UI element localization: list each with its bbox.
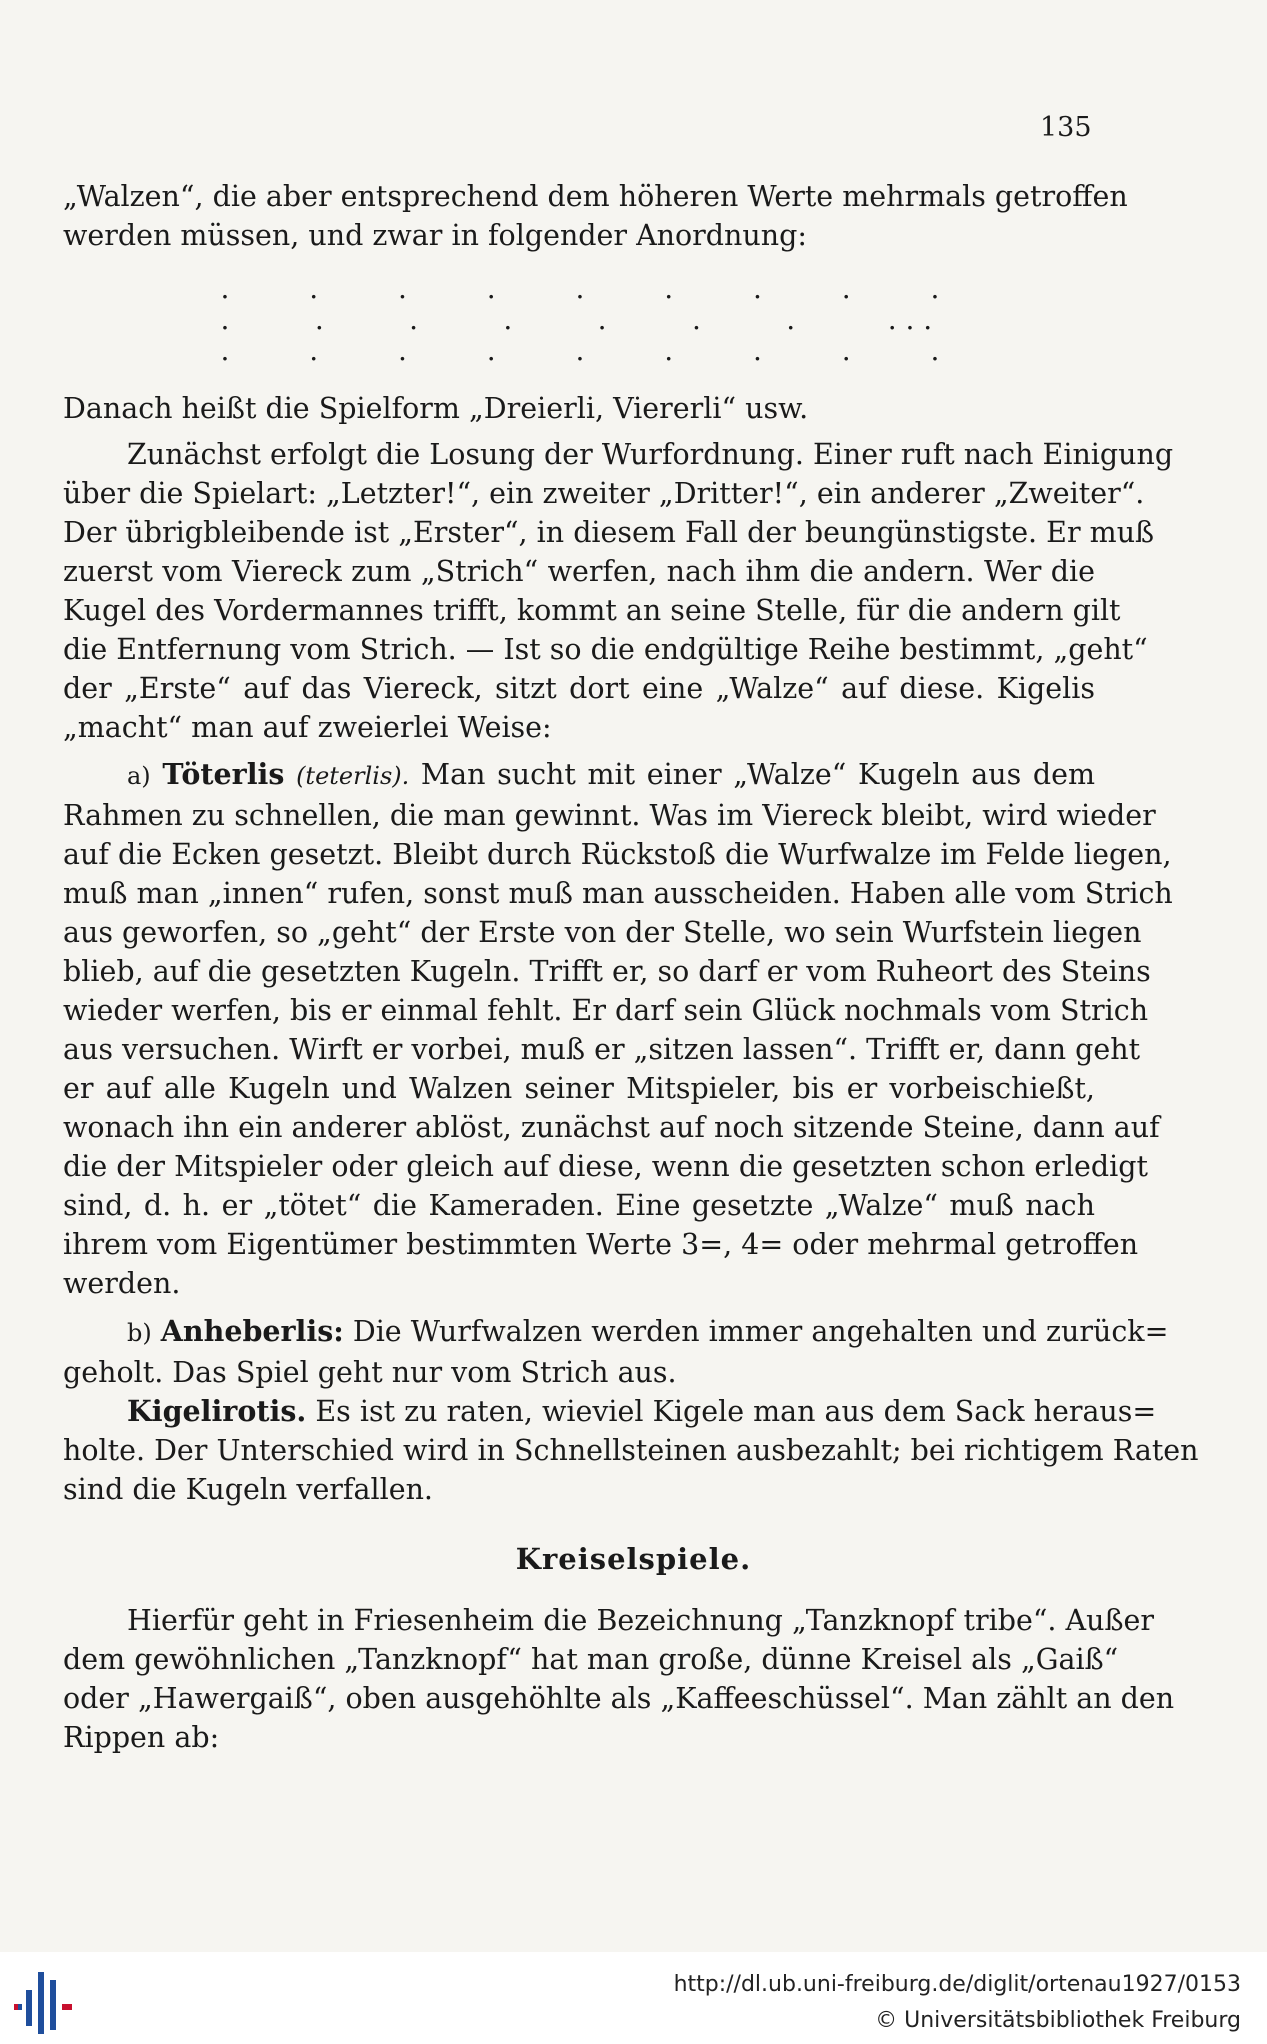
dot: .: [220, 272, 230, 305]
dot: .: [691, 303, 701, 336]
text-line: aus geworfen, so „geht“ der Erste von der Stelle, wo sein Wurfstein liegen: [63, 916, 1142, 949]
text-line: sind, d. h. er „tötet“ die Kameraden. Eine gesetzte „Walze“ muß nach: [63, 1189, 1095, 1222]
dot: .: [841, 334, 851, 367]
footer-url[interactable]: http://dl.ub.uni-freiburg.de/diglit/ortenau1927/0153: [673, 1972, 1241, 1997]
term: Anheberlis:: [160, 1314, 344, 1348]
term: Kigelirotis.: [127, 1394, 307, 1428]
text-line: holte. Der Unterschied wird in Schnellsteinen ausbezahlt; bei richtigem Raten: [63, 1434, 1199, 1467]
library-logo-icon: [10, 1960, 80, 2036]
text-line: die Entfernung vom Strich. — Ist so die endgültige Reihe bestimmt, „geht“: [63, 633, 1148, 666]
dot: .: [309, 334, 319, 367]
dot: .: [314, 303, 324, 336]
footer-bar: [0, 1952, 1267, 2044]
intro-paragraph: [63, 177, 1128, 255]
text-line: sind die Kugeln verfallen.: [63, 1473, 433, 1506]
text-line: Hierfür geht in Friesenheim die Bezeichnung „Tanzknopf tribe“. Außer: [127, 1604, 1154, 1637]
text-line: [63, 1312, 1169, 1353]
dot: .: [753, 272, 762, 305]
paragraph-toeterlis: [63, 755, 1173, 1303]
text-line: Kugel des Vordermannes trifft, kommt an seine Stelle, für die andern gilt: [63, 594, 1121, 627]
dot: .: [930, 334, 940, 367]
dot: .: [503, 303, 513, 336]
text-line: dem gewöhnlichen „Tanzknopf“ hat man große, dünne Kreisel als „Gaiß“: [63, 1643, 1119, 1676]
dot: .: [664, 272, 674, 305]
footer-copyright: © Universitätsbibliothek Freiburg: [875, 2008, 1241, 2033]
line-rest: Es ist zu raten, wieviel Kigele man aus dem Sack heraus=: [315, 1395, 1157, 1428]
dot: . . .: [887, 303, 933, 336]
text-line: er auf alle Kugeln und Walzen seiner Mitspieler, bis er vorbeischießt,: [63, 1072, 1095, 1105]
text-line: blieb, auf die gesetzten Kugeln. Trifft er, so darf er vom Ruheort des Steins: [63, 955, 1151, 988]
dot: .: [398, 334, 407, 367]
text-line: zuerst vom Viereck zum „Strich“ werfen, nach ihm die andern. Wer die: [63, 555, 1095, 588]
dot: .: [786, 303, 796, 336]
text-line: wieder werfen, bis er einmal fehlt. Er darf sein Glück nochmals vom Strich: [63, 994, 1149, 1027]
text-line: „macht“ man auf zweierlei Weise:: [63, 711, 552, 744]
dot: .: [309, 272, 319, 305]
text-line: der „Erste“ auf das Viereck, sitzt dort eine „Walze“ auf diese. Kigelis: [63, 672, 1095, 705]
text-line: oder „Hawergaiß“, oben ausgehöhlte als „Kaffeeschüssel“. Man zählt an den: [63, 1682, 1175, 1715]
dot-row: [220, 334, 940, 367]
text-line: Der übrigbleibende ist „Erster“, in diesem Fall der beungünstigste. Er muß: [63, 516, 1155, 549]
dot: .: [220, 303, 230, 336]
text-line: Zunächst erfolgt die Losung der Wurfordnung. Einer ruft nach Einigung: [127, 438, 1174, 471]
dot: .: [575, 334, 585, 367]
dot: .: [664, 334, 674, 367]
text-line: [63, 1392, 1157, 1431]
text-line: Rahmen zu schnellen, die man gewinnt. Was im Viereck bleibt, wird wieder: [63, 799, 1156, 832]
dot: .: [409, 303, 419, 336]
dot: .: [220, 334, 230, 367]
dot: .: [486, 334, 496, 367]
paragraph-losung: [63, 435, 1174, 747]
dot: .: [841, 272, 851, 305]
text-line: „Walzen“, die aber entsprechend dem höheren Werte mehrmals getroffen: [63, 180, 1128, 213]
dot: .: [575, 272, 585, 305]
dot-row: [220, 272, 940, 305]
text-line: geholt. Das Spiel geht nur vom Strich aus.: [63, 1356, 677, 1389]
text-line: [63, 755, 1095, 796]
line-rest: Man sucht mit einer „Walze“ Kugeln aus dem: [420, 758, 1096, 791]
text-line: ihrem vom Eigentümer bestimmten Werte 3=, 4= oder mehrmal getroffen: [63, 1228, 1139, 1261]
paragraph-kreisel: [63, 1601, 1175, 1757]
text-line: über die Spielart: „Letzter!“, ein zweiter „Dritter!“, ein anderer „Zweiter“.: [63, 477, 1145, 510]
text-line: wonach ihn ein anderer ablöst, zunächst auf noch sitzende Steine, dann auf: [63, 1111, 1160, 1144]
term-variant: (teterlis).: [296, 762, 410, 790]
paragraph-anheberlis: [63, 1312, 1169, 1392]
text-line: die der Mitspieler oder gleich auf diese, wenn die gesetzten schon erledigt: [63, 1150, 1148, 1183]
term: Töterlis: [162, 757, 285, 791]
dot-row: [220, 303, 940, 336]
dot: .: [753, 334, 762, 367]
text-line: Danach heißt die Spielform „Dreierli, Viererli“ usw.: [63, 392, 809, 425]
dot: .: [930, 272, 940, 305]
paragraph-danach: [63, 389, 1095, 428]
dot: .: [486, 272, 496, 305]
text-line: werden.: [63, 1267, 181, 1300]
list-marker: b): [127, 1319, 152, 1347]
text-line: werden müssen, und zwar in folgender Anordnung:: [63, 219, 807, 252]
paragraph-kigelirotis: [63, 1392, 1199, 1509]
text-line: muß man „innen“ rufen, sonst muß man ausscheiden. Haben alle vom Strich: [63, 877, 1173, 910]
dot: .: [597, 303, 607, 336]
page-number: 135: [1040, 112, 1092, 143]
text-line: Rippen ab:: [63, 1721, 220, 1754]
text-line: aus versuchen. Wirft er vorbei, muß er „sitzen lassen“. Trifft er, dann geht: [63, 1033, 1141, 1066]
list-marker: a): [127, 762, 151, 790]
text-line: auf die Ecken gesetzt. Bleibt durch Rückstoß die Wurfwalze im Felde liegen,: [63, 838, 1172, 871]
line-rest: Die Wurfwalzen werden immer angehalten und zurück=: [352, 1315, 1169, 1348]
dot: .: [398, 272, 407, 305]
section-heading: Kreiselspiele.: [515, 1542, 752, 1576]
